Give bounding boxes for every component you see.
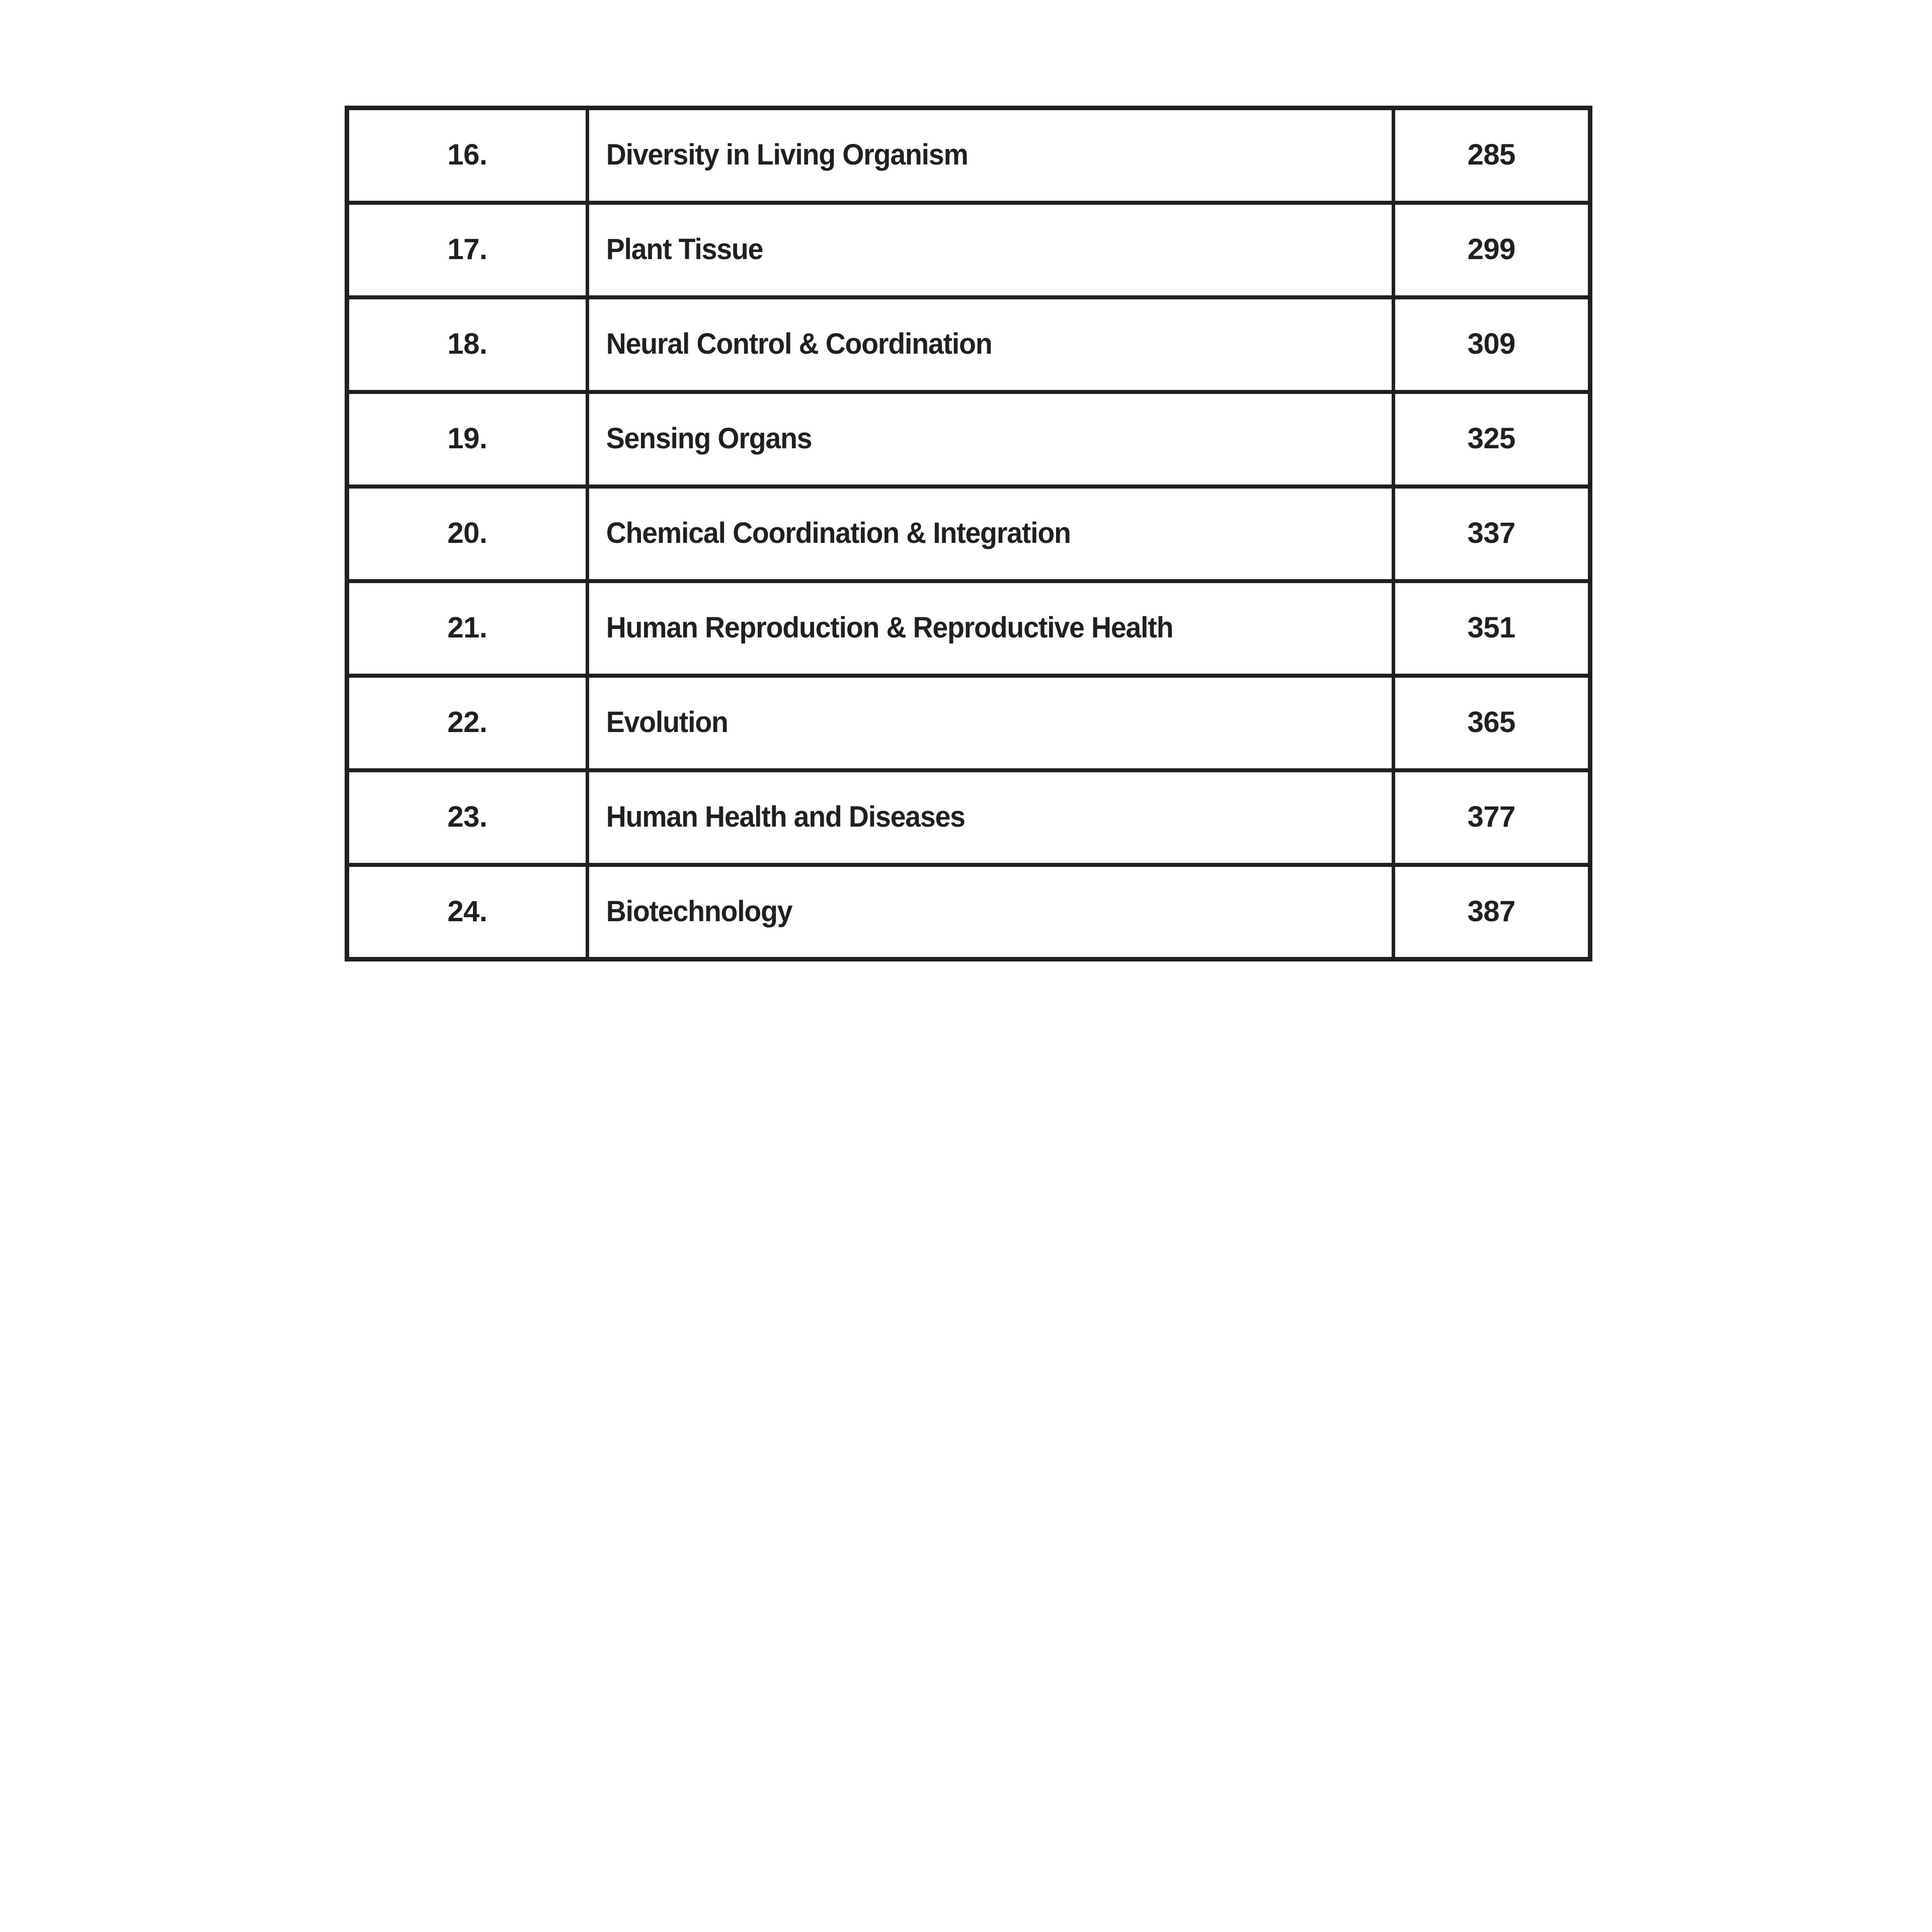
row-chapter-title: Neural Control & Coordination — [587, 297, 1357, 392]
row-chapter-title: Chemical Coordination & Integration — [587, 487, 1357, 581]
row-chapter-title: Diversity in Living Organism — [587, 108, 1357, 203]
row-serial-number: 21. — [347, 581, 588, 676]
table-row — [347, 392, 1590, 487]
table-row — [347, 676, 1590, 770]
row-page-number: 309 — [1393, 297, 1590, 392]
table-row — [347, 297, 1590, 392]
table-row — [347, 865, 1590, 959]
row-serial-number: 19. — [347, 392, 588, 487]
table-row — [347, 108, 1590, 203]
row-serial-number: 24. — [347, 865, 588, 959]
row-page-number: 377 — [1393, 770, 1590, 865]
row-page-number: 337 — [1393, 487, 1590, 581]
row-serial-number: 20. — [347, 487, 588, 581]
row-chapter-title: Sensing Organs — [587, 392, 1357, 487]
row-chapter-title: Human Health and Diseases — [587, 770, 1357, 865]
row-page-number: 351 — [1393, 581, 1590, 676]
row-serial-number: 23. — [347, 770, 588, 865]
table-row — [347, 487, 1590, 581]
row-page-number: 387 — [1393, 865, 1590, 959]
row-chapter-title: Plant Tissue — [587, 203, 1357, 297]
row-page-number: 299 — [1393, 203, 1590, 297]
row-serial-number: 17. — [347, 203, 588, 297]
row-page-number: 325 — [1393, 392, 1590, 487]
table-row — [347, 581, 1590, 676]
table-row — [347, 203, 1590, 297]
row-serial-number: 22. — [347, 676, 588, 770]
row-serial-number: 16. — [347, 108, 588, 203]
table-body — [347, 108, 1590, 959]
row-page-number: 285 — [1393, 108, 1590, 203]
row-chapter-title: Biotechnology — [587, 865, 1357, 959]
row-serial-number: 18. — [347, 297, 588, 392]
row-chapter-title: Human Reproduction & Reproductive Health — [587, 581, 1357, 676]
chapter-contents-table — [345, 106, 1592, 961]
table-row — [347, 770, 1590, 865]
row-chapter-title: Evolution — [587, 676, 1357, 770]
row-page-number: 365 — [1393, 676, 1590, 770]
